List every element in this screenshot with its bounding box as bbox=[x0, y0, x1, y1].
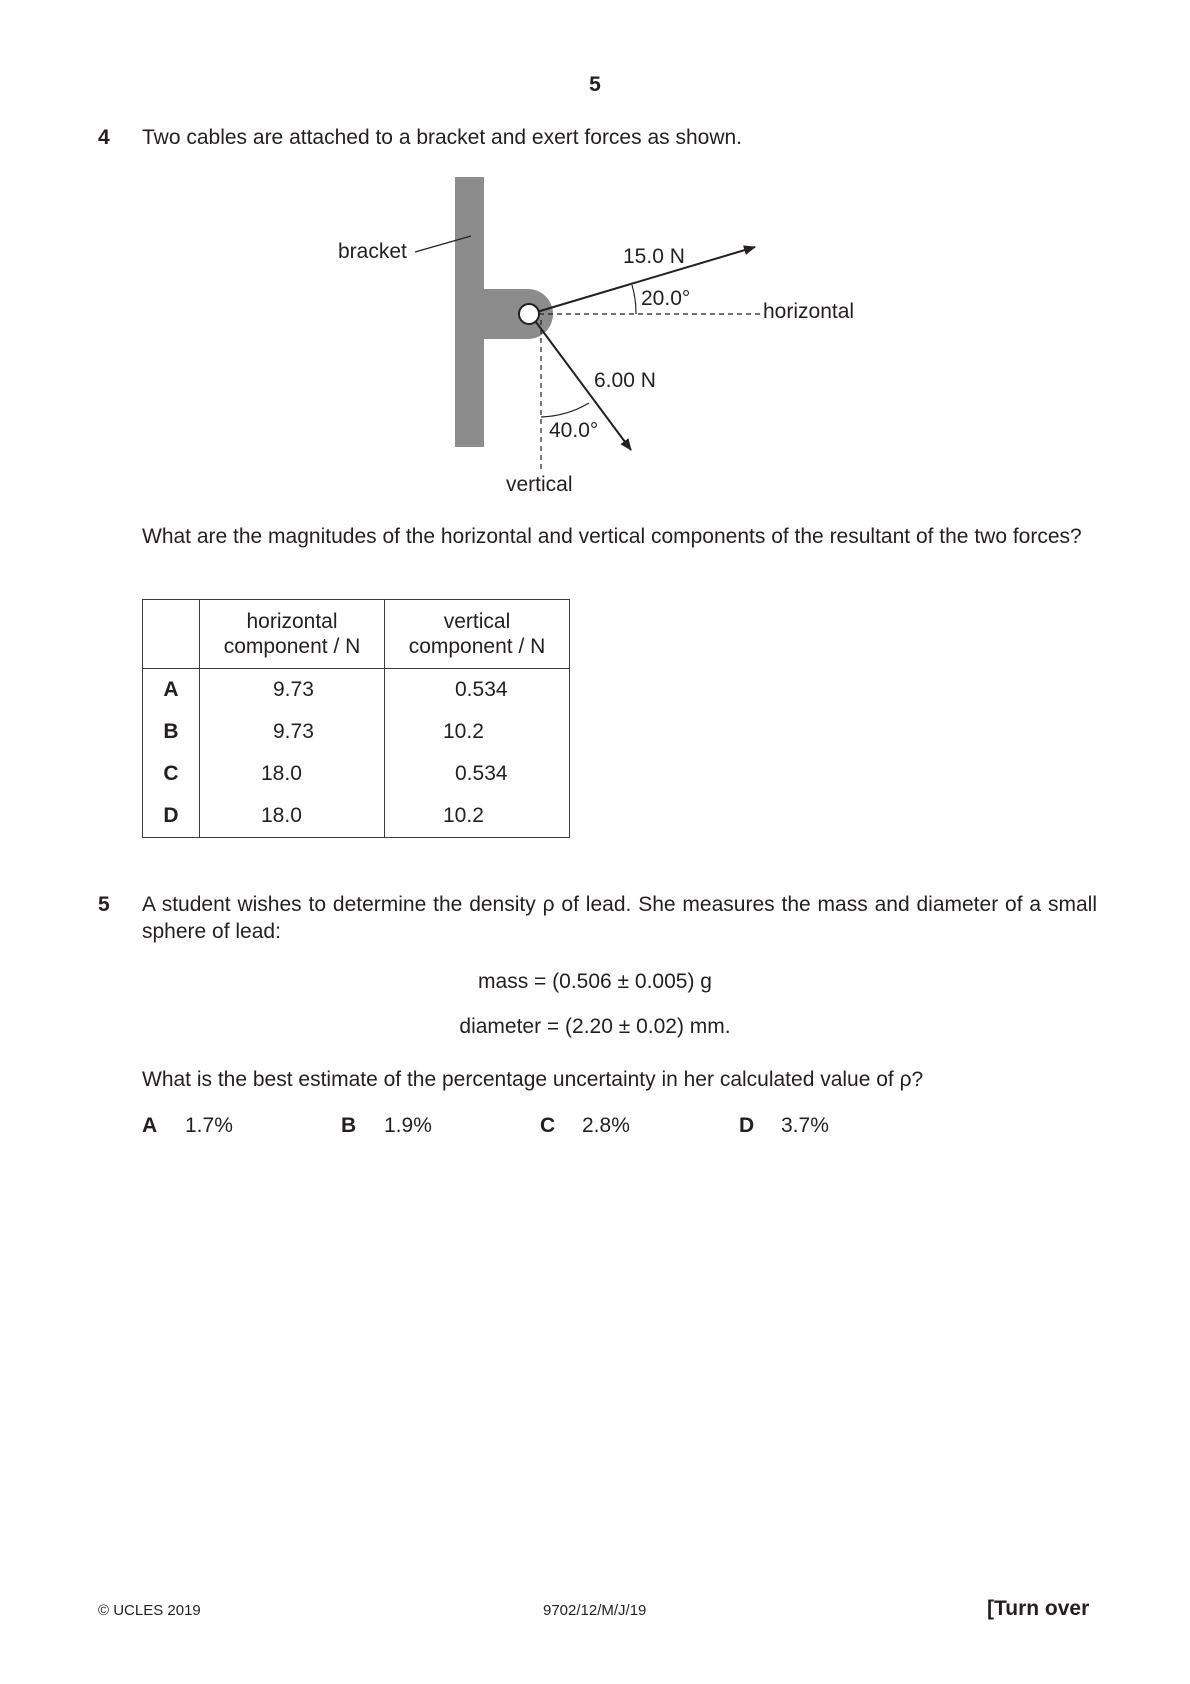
table-header-horizontal bbox=[200, 600, 385, 669]
option-b-letter: B bbox=[341, 1114, 357, 1137]
bracket-label: bracket bbox=[338, 240, 407, 263]
table-header-row bbox=[143, 600, 570, 669]
header-vertical-line2: component / N bbox=[408, 635, 546, 658]
row-vertical-value: 0.534 bbox=[455, 762, 508, 785]
question-5-stem: A student wishes to determine the density ρ of lead. She measures the mass and diameter of a small sphere of lead: bbox=[142, 893, 1097, 943]
angle-20-label: 20.0° bbox=[641, 287, 691, 310]
row-letter: D bbox=[143, 795, 200, 838]
angle-20-arc bbox=[632, 285, 636, 314]
option-b-value: 1.9% bbox=[384, 1114, 432, 1137]
footer-paper-code: 9702/12/M/J/19 bbox=[543, 1602, 647, 1619]
row-vertical-value: 10.2 bbox=[443, 720, 484, 743]
diameter-equation: diameter = (2.20 ± 0.02) mm. bbox=[459, 1015, 731, 1038]
question-4-number: 4 bbox=[98, 126, 110, 149]
table-row bbox=[143, 795, 570, 838]
mass-equation: mass = (0.506 ± 0.005) g bbox=[478, 970, 712, 993]
option-c-letter: C bbox=[540, 1114, 556, 1137]
option-d-letter: D bbox=[739, 1114, 755, 1137]
row-horizontal-value: 18.0 bbox=[261, 762, 302, 785]
header-horizontal-line2: component / N bbox=[223, 635, 361, 658]
force-6N-label: 6.00 N bbox=[594, 369, 656, 392]
table-row bbox=[143, 753, 570, 795]
footer-turn-over: [Turn over bbox=[987, 1597, 1090, 1620]
table-row bbox=[143, 669, 570, 712]
horizontal-label: horizontal bbox=[763, 300, 855, 323]
pivot-circle bbox=[519, 304, 539, 324]
row-horizontal-value: 9.73 bbox=[273, 720, 314, 743]
row-horizontal-value: 18.0 bbox=[261, 804, 302, 827]
question-4-prompt: What are the magnitudes of the horizontal and vertical components of the resultant of the two forces? bbox=[142, 525, 1082, 548]
option-a-value: 1.7% bbox=[185, 1114, 233, 1137]
force-diagram bbox=[0, 0, 1190, 520]
row-horizontal-value: 9.73 bbox=[273, 678, 314, 701]
row-letter: A bbox=[143, 669, 200, 712]
row-letter: B bbox=[143, 711, 200, 753]
angle-40-label: 40.0° bbox=[549, 419, 599, 442]
question-5-prompt: What is the best estimate of the percentage uncertainty in her calculated value of ρ? bbox=[142, 1068, 924, 1091]
row-vertical-value: 10.2 bbox=[443, 804, 484, 827]
option-c-value: 2.8% bbox=[582, 1114, 630, 1137]
vertical-label: vertical bbox=[506, 473, 573, 496]
answer-table bbox=[142, 599, 570, 838]
table-row bbox=[143, 711, 570, 753]
footer-copyright: © UCLES 2019 bbox=[98, 1602, 201, 1619]
table-header-vertical bbox=[385, 600, 570, 669]
question-5-number: 5 bbox=[98, 893, 110, 916]
row-letter: C bbox=[143, 753, 200, 795]
option-d-value: 3.7% bbox=[781, 1114, 829, 1137]
question-4-stem: Two cables are attached to a bracket and exert forces as shown. bbox=[142, 126, 742, 149]
option-a-letter: A bbox=[142, 1114, 158, 1137]
page-number: 5 bbox=[589, 73, 601, 96]
header-horizontal-line1: horizontal bbox=[246, 610, 338, 633]
row-vertical-value: 0.534 bbox=[455, 678, 508, 701]
header-vertical-line1: vertical bbox=[443, 610, 511, 633]
angle-40-arc bbox=[541, 403, 589, 417]
bracket-bar bbox=[455, 177, 484, 447]
force-15N-label: 15.0 N bbox=[623, 245, 685, 268]
table-header-blank bbox=[143, 600, 200, 669]
